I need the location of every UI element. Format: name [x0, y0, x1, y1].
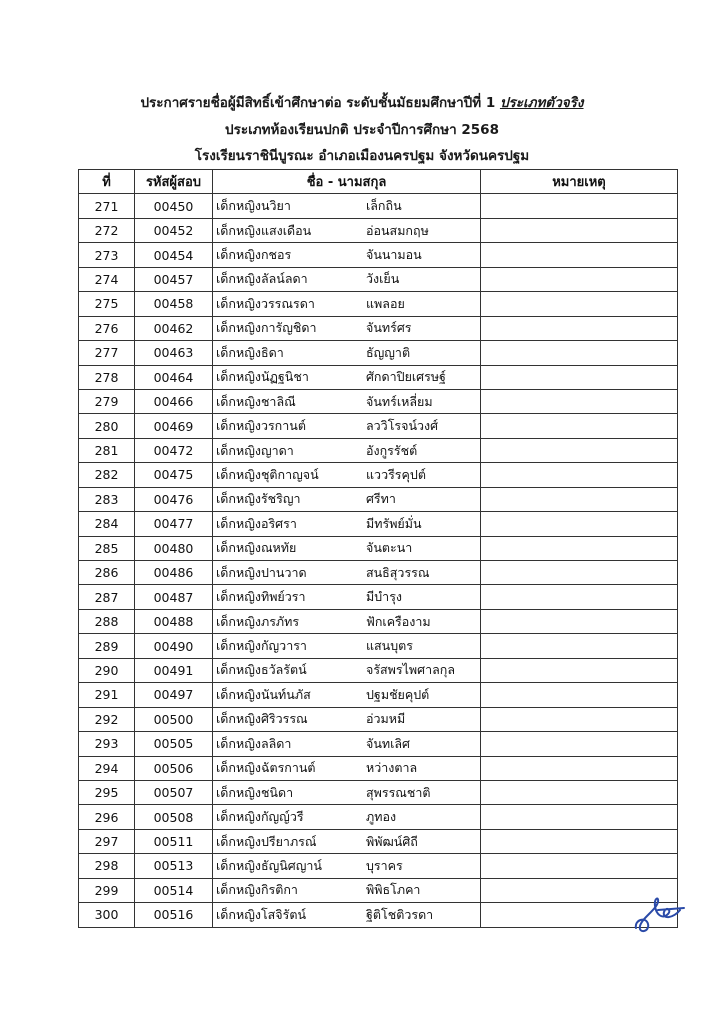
student-name — [213, 292, 481, 316]
table-row — [79, 756, 678, 780]
table-row — [79, 878, 678, 902]
last-name: จันตะนา — [366, 540, 413, 556]
student-name — [213, 365, 481, 389]
table-row — [79, 683, 678, 707]
table-row — [79, 487, 678, 511]
exam-code: 00513 — [135, 854, 213, 878]
last-name: สนธิสุวรรณ — [366, 564, 430, 580]
student-name — [213, 732, 481, 756]
last-name: พิพิธโภคา — [366, 882, 421, 898]
note-cell — [481, 536, 678, 560]
last-name: ลววิโรจน์วงศ์ — [366, 418, 439, 434]
table-row — [79, 292, 678, 316]
note-cell — [481, 854, 678, 878]
exam-code: 00472 — [135, 438, 213, 462]
first-name: เด็กหญิงปานวาด — [216, 564, 307, 580]
exam-code: 00469 — [135, 414, 213, 438]
row-number: 285 — [79, 536, 135, 560]
first-name: เด็กหญิงฉัตรกานต์ — [216, 760, 316, 776]
note-cell — [481, 780, 678, 804]
note-cell — [481, 463, 678, 487]
row-number: 300 — [79, 903, 135, 927]
last-name: จันทเลิศ — [366, 735, 410, 751]
table-row — [79, 780, 678, 804]
last-name: จันทร์เหลี่ยม — [366, 393, 433, 409]
row-number: 298 — [79, 854, 135, 878]
first-name: เด็กหญิงวรกานต์ — [216, 418, 306, 434]
note-cell — [481, 829, 678, 853]
table-row — [79, 389, 678, 413]
last-name: แสนบุตร — [366, 638, 413, 654]
note-cell — [481, 218, 678, 242]
exam-code: 00463 — [135, 341, 213, 365]
first-name: เด็กหญิงนวิยา — [216, 198, 291, 214]
first-name: เด็กหญิงกัญวารา — [216, 638, 307, 654]
student-name — [213, 389, 481, 413]
exam-code: 00511 — [135, 829, 213, 853]
exam-code: 00516 — [135, 903, 213, 927]
last-name: จันทร์ศร — [366, 320, 412, 336]
student-name — [213, 658, 481, 682]
first-name: เด็กหญิงญาดา — [216, 442, 294, 458]
row-number: 280 — [79, 414, 135, 438]
row-number: 287 — [79, 585, 135, 609]
student-name — [213, 316, 481, 340]
note-cell — [481, 634, 678, 658]
student-name — [213, 683, 481, 707]
exam-code: 00497 — [135, 683, 213, 707]
exam-code: 00500 — [135, 707, 213, 731]
table-row — [79, 341, 678, 365]
school-name-heading: โรงเรียนราชินีบูรณะ อำเภอเมืองนครปฐม จังหวัดนครปฐม — [194, 148, 530, 164]
table-row — [79, 707, 678, 731]
table-row — [79, 365, 678, 389]
table-row — [79, 805, 678, 829]
first-name: เด็กหญิงการัญชิดา — [216, 320, 317, 336]
first-name: เด็กหญิงรัชริญา — [216, 491, 301, 507]
student-name — [213, 463, 481, 487]
row-number: 296 — [79, 805, 135, 829]
note-cell — [481, 316, 678, 340]
note-cell — [481, 658, 678, 682]
last-name: แพลอย — [366, 295, 405, 311]
table-row — [79, 463, 678, 487]
exam-code: 00477 — [135, 512, 213, 536]
first-name: เด็กหญิงทิพย์วรา — [216, 589, 306, 605]
classroom-type-heading: ประเภทห้องเรียนปกติ ประจำปีการศึกษา 2568 — [225, 122, 499, 138]
first-name: เด็กหญิงปรียาภรณ์ — [216, 833, 317, 849]
exam-code: 00458 — [135, 292, 213, 316]
table-row — [79, 438, 678, 462]
last-name: แววรีรคุปต์ — [366, 466, 426, 482]
first-name: เด็กหญิงนันท์นภัส — [216, 686, 311, 702]
table-row — [79, 585, 678, 609]
row-number: 271 — [79, 194, 135, 218]
last-name: จันนามอน — [366, 247, 422, 263]
student-name — [213, 438, 481, 462]
exam-code: 00480 — [135, 536, 213, 560]
exam-code: 00466 — [135, 389, 213, 413]
table-row — [79, 609, 678, 633]
row-number: 288 — [79, 609, 135, 633]
last-name: ภูทอง — [366, 809, 397, 825]
table-row — [79, 903, 678, 927]
exam-code: 00486 — [135, 561, 213, 585]
exam-code: 00505 — [135, 732, 213, 756]
exam-code: 00487 — [135, 585, 213, 609]
table-row — [79, 561, 678, 585]
row-number: 284 — [79, 512, 135, 536]
row-number: 286 — [79, 561, 135, 585]
first-name: เด็กหญิงโสจิรัตน์ — [216, 906, 306, 922]
row-number: 273 — [79, 243, 135, 267]
student-name — [213, 756, 481, 780]
title-type: ประเภทตัวจริง — [499, 95, 584, 111]
first-name: เด็กหญิงอริศรา — [216, 515, 297, 531]
student-name — [213, 341, 481, 365]
table-row — [79, 536, 678, 560]
last-name: มีทรัพย์มั่น — [366, 515, 422, 531]
exam-code: 00457 — [135, 267, 213, 291]
exam-code: 00508 — [135, 805, 213, 829]
note-cell — [481, 805, 678, 829]
table-row — [79, 218, 678, 242]
exam-code: 00462 — [135, 316, 213, 340]
note-cell — [481, 267, 678, 291]
student-list-table — [78, 169, 678, 928]
first-name: เด็กหญิงกัญญ์วรี — [216, 809, 304, 825]
note-cell — [481, 487, 678, 511]
table-row — [79, 243, 678, 267]
note-cell — [481, 438, 678, 462]
last-name: มีบำรุง — [366, 589, 403, 605]
first-name: เด็กหญิงกิรติกา — [216, 882, 298, 898]
last-name: วังเย็น — [366, 271, 400, 287]
exam-code: 00491 — [135, 658, 213, 682]
first-name: เด็กหญิงชนิดา — [216, 784, 294, 800]
note-cell — [481, 585, 678, 609]
table-row — [79, 854, 678, 878]
row-number: 295 — [79, 780, 135, 804]
first-name: เด็กหญิงธิดา — [216, 344, 284, 360]
table-row — [79, 414, 678, 438]
table-header-row — [79, 170, 678, 194]
note-cell — [481, 243, 678, 267]
first-name: เด็กหญิงแสงเดือน — [216, 222, 312, 238]
last-name: อ่อนสมกฤษ — [366, 222, 429, 238]
exam-code: 00475 — [135, 463, 213, 487]
exam-code: 00476 — [135, 487, 213, 511]
last-name: จรัสพรไพศาลกุล — [366, 662, 455, 678]
note-cell — [481, 292, 678, 316]
exam-code: 00450 — [135, 194, 213, 218]
row-number: 290 — [79, 658, 135, 682]
last-name: สุพรรณชาติ — [366, 784, 431, 800]
student-name — [213, 903, 481, 927]
exam-code: 00507 — [135, 780, 213, 804]
student-name — [213, 829, 481, 853]
table-row — [79, 512, 678, 536]
first-name: เด็กหญิงลัลน์ลดา — [216, 271, 308, 287]
column-header-exam-code: รหัสผู้สอบ — [135, 170, 213, 194]
student-name — [213, 707, 481, 731]
exam-code: 00488 — [135, 609, 213, 633]
last-name: เล็กถิน — [366, 198, 402, 214]
student-name — [213, 561, 481, 585]
last-name: ฟักเครืองาม — [366, 613, 431, 629]
student-name — [213, 609, 481, 633]
last-name: ศรีทา — [366, 491, 396, 507]
row-number: 293 — [79, 732, 135, 756]
row-number: 294 — [79, 756, 135, 780]
note-cell — [481, 365, 678, 389]
row-number: 276 — [79, 316, 135, 340]
last-name: อังกูรรัชต์ — [366, 442, 418, 458]
last-name: บุราคร — [366, 857, 403, 873]
column-header-number: ที่ — [79, 170, 135, 194]
last-name: ศักดาปิยเศรษฐ์ — [366, 369, 446, 385]
table-row — [79, 267, 678, 291]
note-cell — [481, 609, 678, 633]
table-row — [79, 194, 678, 218]
handwritten-signature-icon — [628, 880, 688, 940]
note-cell — [481, 512, 678, 536]
table-row — [79, 732, 678, 756]
first-name: เด็กหญิงภรภัทร — [216, 613, 300, 629]
last-name: หว่างตาล — [366, 760, 418, 776]
student-name — [213, 512, 481, 536]
student-name — [213, 218, 481, 242]
table-row — [79, 829, 678, 853]
student-name — [213, 243, 481, 267]
note-cell — [481, 683, 678, 707]
last-name: อ่วมหมี — [366, 711, 406, 727]
last-name: ปฐมชัยคุปต์ — [366, 686, 430, 702]
row-number: 275 — [79, 292, 135, 316]
student-name — [213, 536, 481, 560]
first-name: เด็กหญิงธัญนิศญาน์ — [216, 857, 322, 873]
column-header-note: หมายเหตุ — [481, 170, 678, 194]
table-row — [79, 634, 678, 658]
row-number: 281 — [79, 438, 135, 462]
last-name: พิพัฒน์ศิถี — [366, 833, 418, 849]
note-cell — [481, 707, 678, 731]
table-row — [79, 316, 678, 340]
row-number: 283 — [79, 487, 135, 511]
student-name — [213, 414, 481, 438]
note-cell — [481, 414, 678, 438]
table-row — [79, 658, 678, 682]
note-cell — [481, 561, 678, 585]
note-cell — [481, 732, 678, 756]
student-name — [213, 487, 481, 511]
note-cell — [481, 389, 678, 413]
exam-code: 00490 — [135, 634, 213, 658]
student-name — [213, 780, 481, 804]
student-name — [213, 805, 481, 829]
first-name: เด็กหญิงธวัลรัตน์ — [216, 662, 307, 678]
note-cell — [481, 756, 678, 780]
row-number: 292 — [79, 707, 135, 731]
first-name: เด็กหญิงนัฏฐนิชา — [216, 369, 309, 385]
row-number: 282 — [79, 463, 135, 487]
first-name: เด็กหญิงศิริวรรณ — [216, 711, 308, 727]
note-cell — [481, 341, 678, 365]
column-header-name: ชื่อ - นามสกุล — [213, 170, 481, 194]
exam-code: 00452 — [135, 218, 213, 242]
row-number: 274 — [79, 267, 135, 291]
row-number: 277 — [79, 341, 135, 365]
student-name — [213, 854, 481, 878]
student-name — [213, 585, 481, 609]
row-number: 289 — [79, 634, 135, 658]
first-name: เด็กหญิงชาลิณี — [216, 393, 296, 409]
row-number: 279 — [79, 389, 135, 413]
student-name — [213, 267, 481, 291]
first-name: เด็กหญิงณหทัย — [216, 540, 297, 556]
row-number: 272 — [79, 218, 135, 242]
row-number: 299 — [79, 878, 135, 902]
row-number: 291 — [79, 683, 135, 707]
student-name — [213, 194, 481, 218]
exam-code: 00464 — [135, 365, 213, 389]
exam-code: 00506 — [135, 756, 213, 780]
first-name: เด็กหญิงชุติกาญจน์ — [216, 466, 319, 482]
student-name — [213, 878, 481, 902]
first-name: เด็กหญิงวรรณรดา — [216, 295, 315, 311]
last-name: ธัญญาติ — [366, 344, 411, 360]
note-cell — [481, 194, 678, 218]
row-number: 278 — [79, 365, 135, 389]
last-name: ฐิติโชติวรดา — [366, 906, 434, 922]
exam-code: 00454 — [135, 243, 213, 267]
first-name: เด็กหญิงลลิดา — [216, 735, 292, 751]
title-main: ประกาศรายชื่อผู้มีสิทธิ์เข้าศึกษาต่อ ระดับชั้นมัธยมศึกษาปีที่ 1 — [140, 95, 500, 111]
announcement-title — [0, 91, 724, 113]
exam-code: 00514 — [135, 878, 213, 902]
student-name — [213, 634, 481, 658]
row-number: 297 — [79, 829, 135, 853]
first-name: เด็กหญิงกชอร — [216, 247, 292, 263]
